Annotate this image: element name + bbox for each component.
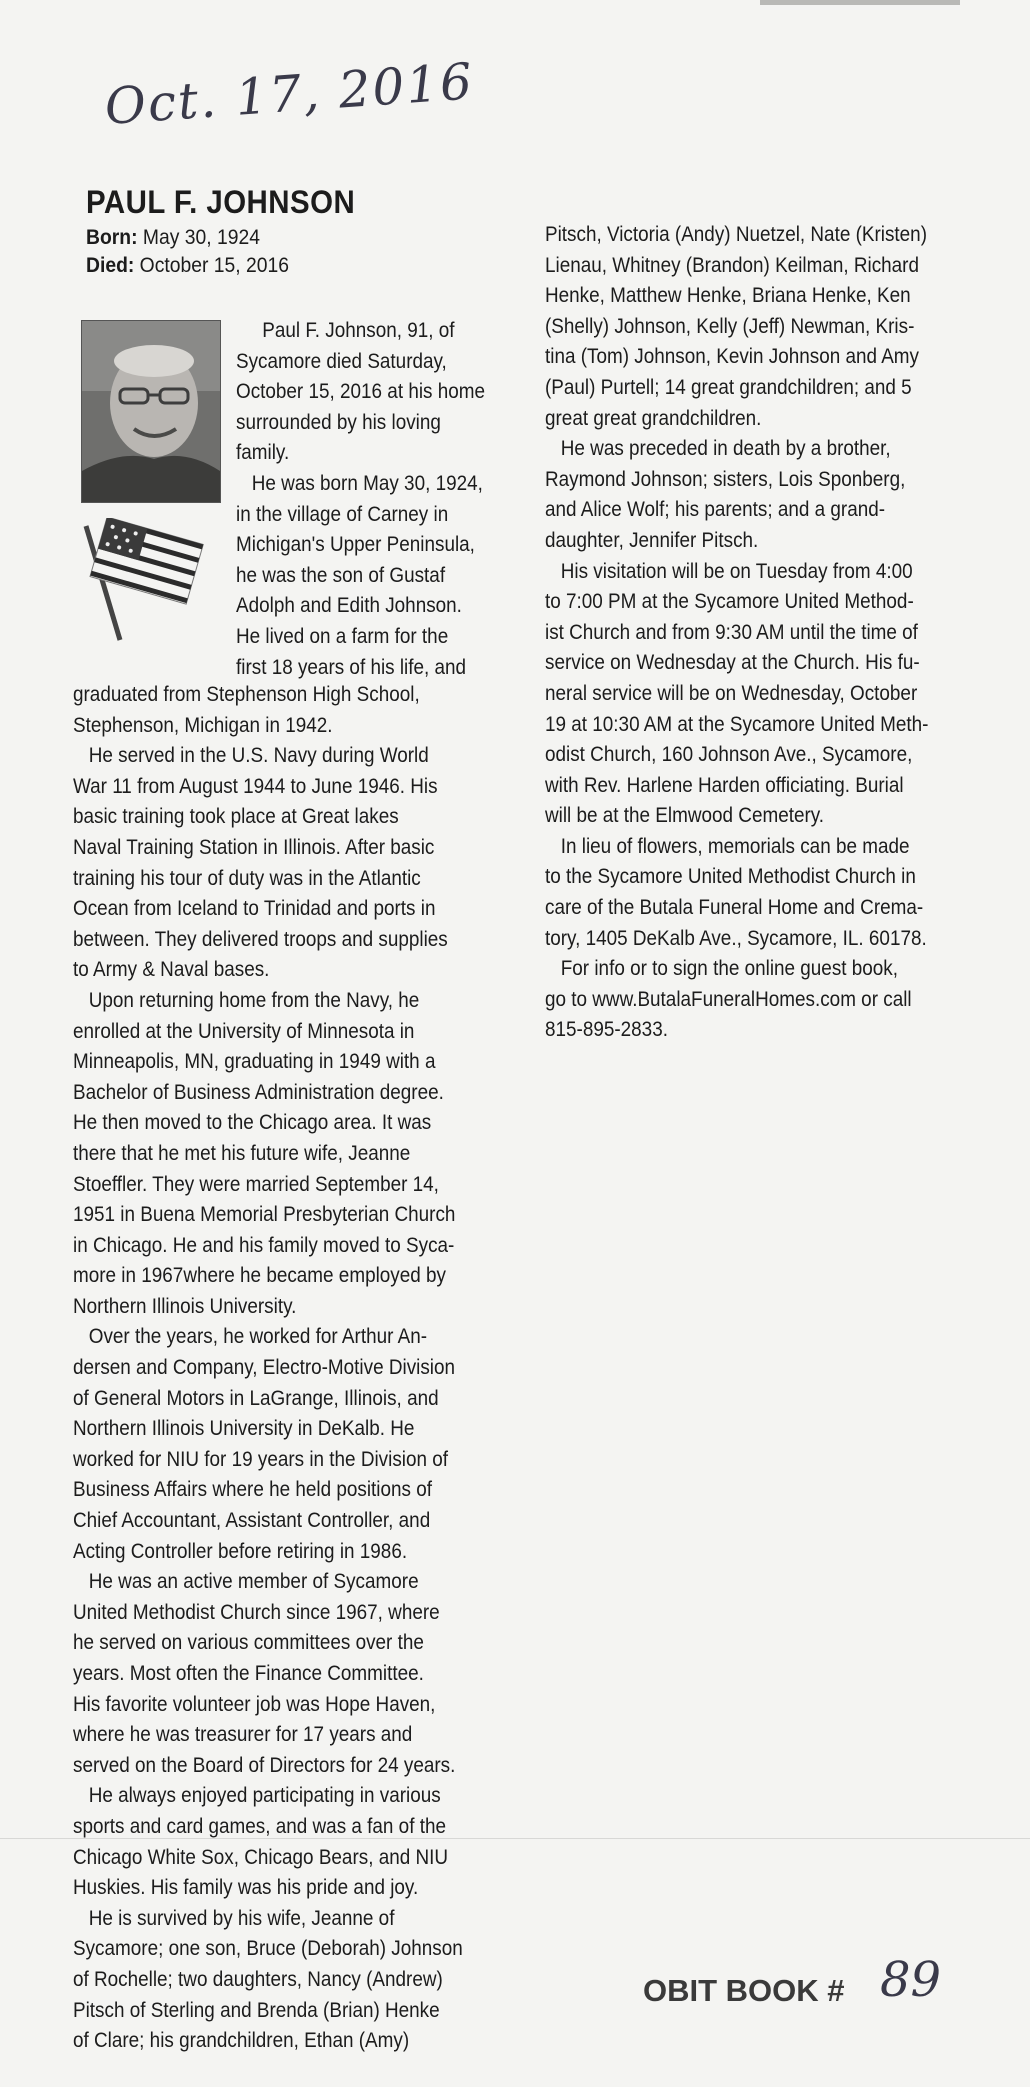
obituary-name: PAUL F. JOHNSON <box>86 184 356 220</box>
text-line: Stephenson, Michigan in 1942. <box>73 713 333 737</box>
text-line: War 11 from August 1944 to June 1946. His <box>73 774 438 798</box>
handwritten-date: Oct. 17, 2016 <box>102 52 476 136</box>
text-line: he served on various committees over the <box>73 1631 424 1655</box>
text-line: For info or to sign the online guest book, <box>545 957 899 981</box>
text-line: He is survived by his wife, Jeanne of <box>73 1906 395 1930</box>
text-line: with Rev. Harlene Harden officiating. Burial <box>545 773 904 797</box>
obit-book-label: OBIT BOOK # <box>643 1973 845 2008</box>
text-line: Sycamore; one son, Bruce (Deborah) Johnson <box>73 1937 463 1961</box>
text-line: 1951 in Buena Memorial Presbyterian Church <box>73 1203 456 1227</box>
text-line: first 18 years of his life, and <box>236 655 467 679</box>
text-line: Huskies. His family was his pride and joy. <box>73 1876 419 1900</box>
text-line: of Clare; his grandchildren, Ethan (Amy) <box>73 2029 410 2053</box>
text-line: of Rochelle; two daughters, Nancy (Andrew) <box>73 1967 443 1991</box>
born-line <box>86 226 260 250</box>
text-line: and Alice Wolf; his parents; and a grand- <box>545 498 886 522</box>
left-top-text <box>236 316 485 683</box>
text-line: Adolph and Edith Johnson. <box>236 594 462 618</box>
text-line: Northern Illinois University in DeKalb. He <box>73 1417 415 1441</box>
text-line: daughter, Jennifer Pitsch. <box>545 528 759 552</box>
text-line: Northern Illinois University. <box>73 1294 297 1318</box>
text-line: tina (Tom) Johnson, Kevin Johnson and Amy <box>545 345 920 369</box>
text-line: enrolled at the University of Minnesota in <box>73 1019 415 1043</box>
text-line: (Paul) Purtell; 14 great grandchildren; and 5 <box>545 375 912 399</box>
text-line: United Methodist Church since 1967, where <box>73 1600 440 1624</box>
text-line: training his tour of duty was in the Atlantic <box>73 866 421 890</box>
text-line: Pitsch of Sterling and Brenda (Brian) Henke <box>73 1998 440 2022</box>
text-line: family. <box>236 441 290 465</box>
text-line: 19 at 10:30 AM at the Sycamore United Meth- <box>545 712 929 736</box>
text-line: tory, 1405 DeKalb Ave., Sycamore, IL. 60178. <box>545 926 927 950</box>
text-line: Chicago White Sox, Chicago Bears, and NIU <box>73 1845 449 1869</box>
text-line: basic training took place at Great lakes <box>73 805 399 829</box>
born-label: Born: <box>86 226 138 249</box>
text-line: Pitsch, Victoria (Andy) Nuetzel, Nate (Kristen) <box>545 223 927 246</box>
text-line: Sycamore died Saturday, <box>236 349 447 373</box>
text-line: service on Wednesday at the Church. His fu- <box>545 651 920 675</box>
text-line: Minneapolis, MN, graduating in 1949 with a <box>73 1050 436 1074</box>
text-line: between. They delivered troops and supplies <box>73 927 448 951</box>
text-line: Ocean from Iceland to Trinidad and ports in <box>73 897 436 921</box>
right-column-text <box>545 220 928 1046</box>
text-line: of General Motors in LaGrange, Illinois, and <box>73 1386 439 1410</box>
text-line: Chief Accountant, Assistant Controller, and <box>73 1509 431 1533</box>
text-line: Over the years, he worked for Arthur An- <box>73 1325 428 1349</box>
died-value: October 15, 2016 <box>139 254 289 277</box>
text-line: ist Church and from 9:30 AM until the time of <box>545 620 918 644</box>
text-line: His visitation will be on Tuesday from 4:00 <box>545 559 913 583</box>
american-flag-icon <box>78 518 208 648</box>
text-line: where he was treasurer for 17 years and <box>73 1723 413 1747</box>
text-line: odist Church, 160 Johnson Ave., Sycamore, <box>545 743 913 767</box>
text-line: Bachelor of Business Administration degree. <box>73 1080 444 1104</box>
text-line: care of the Butala Funeral Home and Crema- <box>545 896 924 920</box>
left-column-text <box>73 680 463 2057</box>
text-line: He then moved to the Chicago area. It was <box>73 1111 432 1135</box>
text-line: Michigan's Upper Peninsula, <box>236 533 475 557</box>
text-line: Naval Training Station in Illinois. After basic <box>73 835 435 859</box>
text-line: 815-895-2833. <box>545 1018 668 1042</box>
text-line: worked for NIU for 19 years in the Division of <box>73 1447 449 1471</box>
text-line: Business Affairs where he held positions of <box>73 1478 432 1502</box>
text-line: to Army & Naval bases. <box>73 958 270 982</box>
text-line: graduated from Stephenson High School, <box>73 683 420 706</box>
portrait-photo <box>81 320 221 503</box>
text-line: more in 1967where he became employed by <box>73 1264 446 1288</box>
text-line: go to www.ButalaFuneralHomes.com or call <box>545 987 912 1011</box>
scan-edge <box>760 0 960 5</box>
text-line: he was the son of Gustaf <box>236 563 446 587</box>
text-line: surrounded by his loving <box>236 410 441 434</box>
text-line: to 7:00 PM at the Sycamore United Method- <box>545 590 914 614</box>
text-line: He was born May 30, 1924, <box>236 471 483 495</box>
text-line: dersen and Company, Electro-Motive Division <box>73 1356 456 1380</box>
text-line: will be at the Elmwood Cemetery. <box>545 804 825 828</box>
text-line: sports and card games, and was a fan of the <box>73 1814 446 1838</box>
text-line: years. Most often the Finance Committee. <box>73 1662 424 1685</box>
died-line <box>86 254 289 278</box>
text-line: Stoeffler. They were married September 14, <box>73 1172 439 1196</box>
died-label: Died: <box>86 254 135 277</box>
text-line: He served in the U.S. Navy during World <box>73 744 429 768</box>
text-line: (Shelly) Johnson, Kelly (Jeff) Newman, Kris- <box>545 314 915 338</box>
text-line: He lived on a farm for the <box>236 624 449 648</box>
text-line: Raymond Johnson; sisters, Lois Sponberg, <box>545 467 906 491</box>
text-line: Paul F. Johnson, 91, of <box>236 319 455 342</box>
text-line: served on the Board of Directors for 24 years. <box>73 1753 456 1777</box>
text-line: neral service will be on Wednesday, October <box>545 681 918 705</box>
text-line: Lienau, Whitney (Brandon) Keilman, Richard <box>545 253 919 277</box>
text-line: His favorite volunteer job was Hope Haven, <box>73 1692 436 1716</box>
text-line: He was preceded in death by a brother, <box>545 437 891 461</box>
text-line: Acting Controller before retiring in 1986. <box>73 1539 408 1563</box>
text-line: In lieu of flowers, memorials can be made <box>545 834 910 858</box>
text-line: to the Sycamore United Methodist Church in <box>545 865 916 889</box>
text-line: October 15, 2016 at his home <box>236 380 486 404</box>
obit-book-number: 89 <box>880 1952 942 2008</box>
text-line: He was an active member of Sycamore <box>73 1570 419 1594</box>
text-line: He always enjoyed participating in various <box>73 1784 441 1808</box>
text-line: great great grandchildren. <box>545 406 762 430</box>
born-value: May 30, 1924 <box>142 226 260 249</box>
text-line: in Chicago. He and his family moved to Syca- <box>73 1233 455 1257</box>
text-line: Upon returning home from the Navy, he <box>73 988 420 1012</box>
text-line: in the village of Carney in <box>236 502 449 526</box>
text-line: there that he met his future wife, Jeanne <box>73 1141 411 1165</box>
text-line: Henke, Matthew Henke, Briana Henke, Ken <box>545 284 911 308</box>
